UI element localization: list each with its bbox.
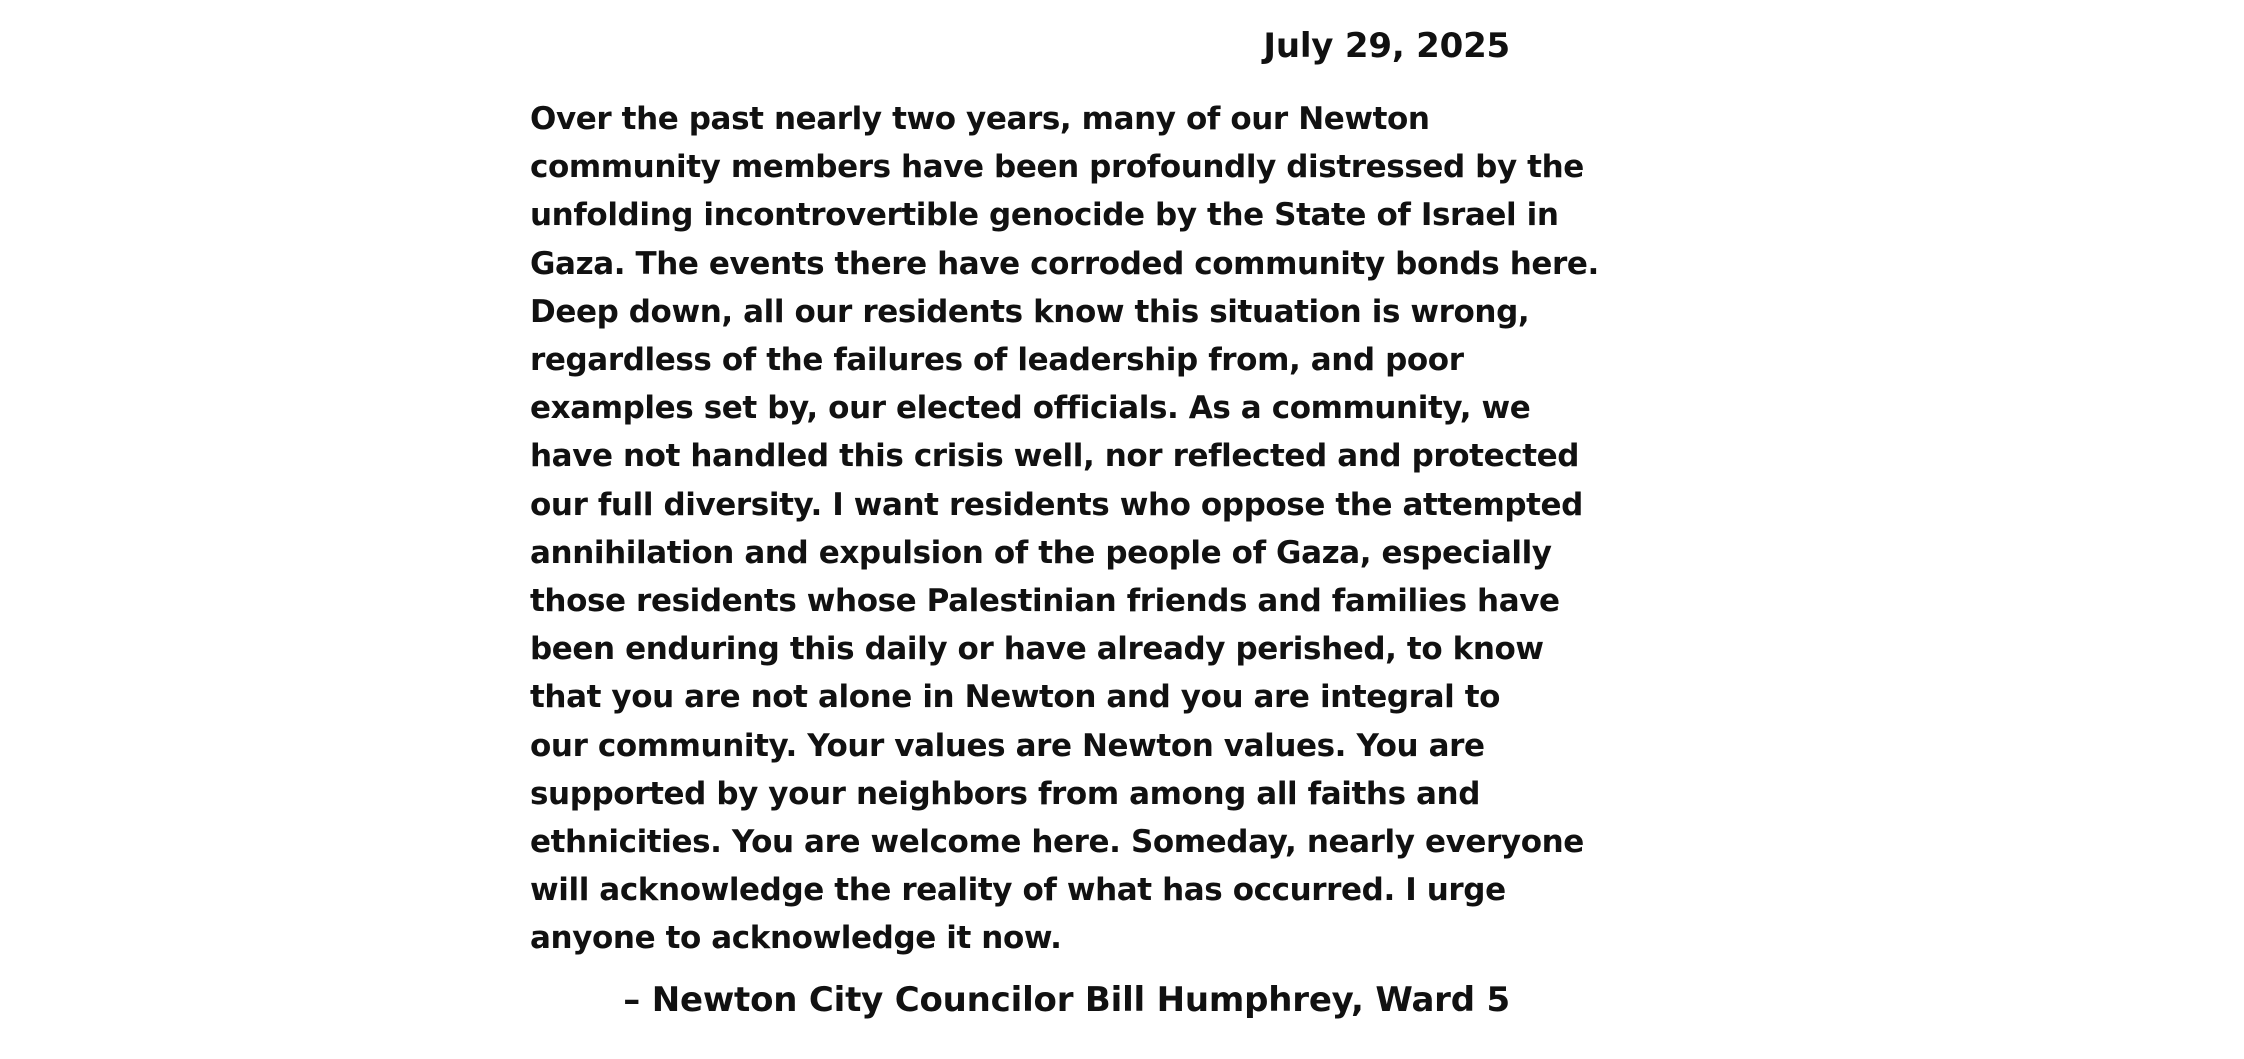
body-line: been enduring this daily or have already perished, to know <box>530 631 1544 668</box>
statement-signature: – Newton City Councilor Bill Humphrey, Ward 5 <box>623 980 1510 1020</box>
body-line: regardless of the failures of leadership from, and poor <box>530 342 1464 379</box>
body-line: community members have been profoundly distressed by the <box>530 149 1584 186</box>
body-line: unfolding incontrovertible genocide by the State of Israel in <box>530 197 1559 234</box>
body-line: that you are not alone in Newton and you are integral to <box>530 679 1501 716</box>
body-line: those residents whose Palestinian friends and families have <box>530 583 1560 620</box>
body-line: have not handled this crisis well, nor reflected and protected <box>530 438 1580 475</box>
body-line: ethnicities. You are welcome here. Someday, nearly everyone <box>530 824 1584 861</box>
body-line: will acknowledge the reality of what has occurred. I urge <box>530 872 1506 909</box>
body-line: examples set by, our elected officials. As a community, we <box>530 390 1531 427</box>
body-line: supported by your neighbors from among all faiths and <box>530 775 1481 812</box>
body-line: our community. Your values are Newton values. You are <box>530 727 1485 764</box>
statement-body <box>530 95 1599 963</box>
body-line: our full diversity. I want residents who oppose the attempted <box>530 486 1583 523</box>
body-line: Over the past nearly two years, many of our Newton <box>530 101 1430 137</box>
body-line: Gaza. The events there have corroded community bonds here. <box>530 245 1599 282</box>
body-line: Deep down, all our residents know this situation is wrong, <box>530 293 1530 330</box>
body-line: annihilation and expulsion of the people of Gaza, especially <box>530 534 1552 571</box>
body-line: anyone to acknowledge it now. <box>530 920 1062 957</box>
statement-date: July 29, 2025 <box>1263 26 1510 66</box>
